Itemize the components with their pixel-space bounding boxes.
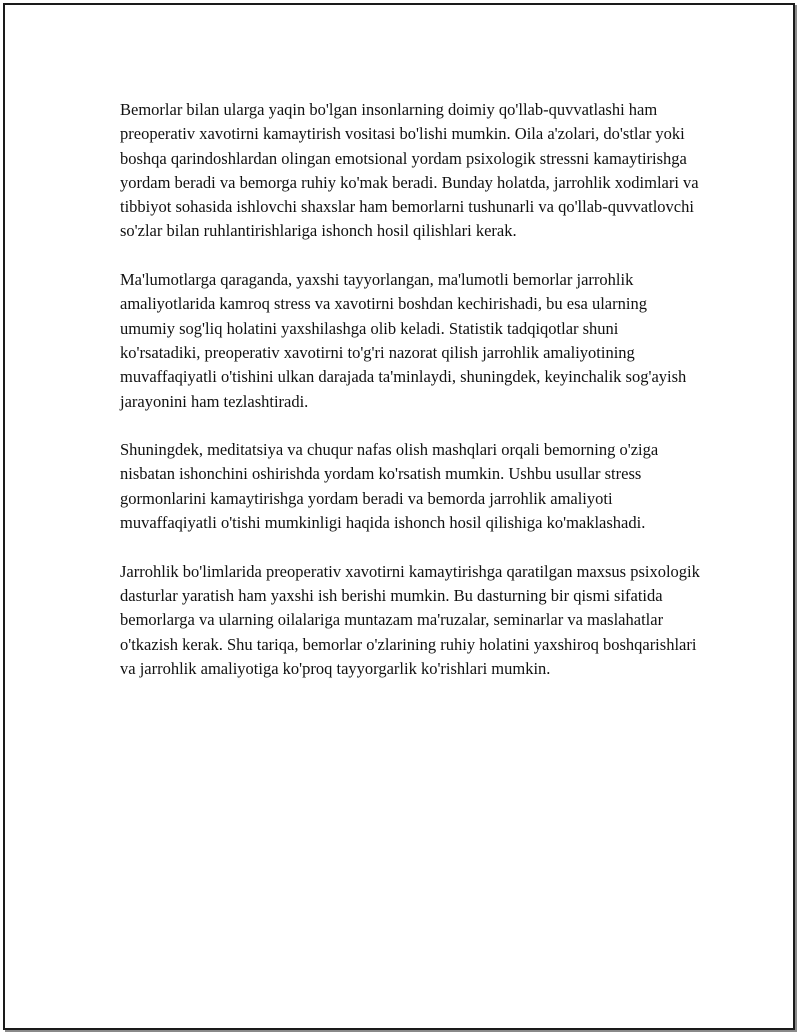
paragraph-3: Shuningdek, meditatsiya va chuqur nafas olish mashqlari orqali bemorning o'ziga nisbatan ishonchini oshirishda yordam ko'rsatish mumkin. Ushbu usullar stress gormonlarini kamaytirishga yordam beradi va bemorda jarrohlik amaliyoti muvaffaqiyatli o'tishi mumkinligi haqida ishonch hosil qilishiga ko'maklashadi. bbox=[120, 440, 659, 533]
paragraph-4: Jarrohlik bo'limlarida preoperativ xavotirni kamaytirishga qaratilgan maxsus psixologik dasturlar yaratish ham yaxshi ish berishi mumkin. Bu dasturning bir qismi sifatida bemorlarga va ularning oilalariga muntazam ma'ruzalar, seminarlar va maslahatlar o'tkazish kerak. Shu tariqa, bemorlar o'zlarining ruhiy holatini yaxshiroq boshqarishlari va jarrohlik amaliyotiga ko'proq tayyorgarlik ko'rishlari mumkin. bbox=[120, 561, 700, 678]
document-body bbox=[120, 98, 700, 705]
paragraph-1: Bemorlar bilan ularga yaqin bo'lgan insonlarning doimiy qo'llab-quvvatlashi ham preoperativ xavotirni kamaytirish vositasi bo'lishi mumkin. Oila a'zolari, do'stlar yoki boshqa qarindoshlardan olingan emotsional yordam psixologik stressni kamaytirishga yordam beradi va bemorga ruhiy ko'mak beradi. Bunday holatda, jarrohlik xodimlari va tibbiyot sohasida ishlovchi shaxslar ham bemorlarni tushunarli va qo'llab-quvvatlovchi so'zlar bilan ruhlantirishlariga ishonch hosil qilishlari kerak. bbox=[120, 100, 699, 241]
page-frame bbox=[3, 3, 795, 1030]
paragraph-2: Ma'lumotlarga qaraganda, yaxshi tayyorlangan, ma'lumotli bemorlar jarrohlik amaliyotlarida kamroq stress va xavotirni boshdan kechirishadi, bu esa ularning umumiy sog'liq holatini yaxshilashga olib keladi. Statistik tadqiqotlar shuni ko'rsatadiki, preoperativ xavotirni to'g'ri nazorat qilish jarrohlik amaliyotining muvaffaqiyatli o'tishini ulkan darajada ta'minlaydi, shuningdek, keyinchalik sog'ayish jarayonini ham tezlashtiradi. bbox=[120, 270, 687, 411]
